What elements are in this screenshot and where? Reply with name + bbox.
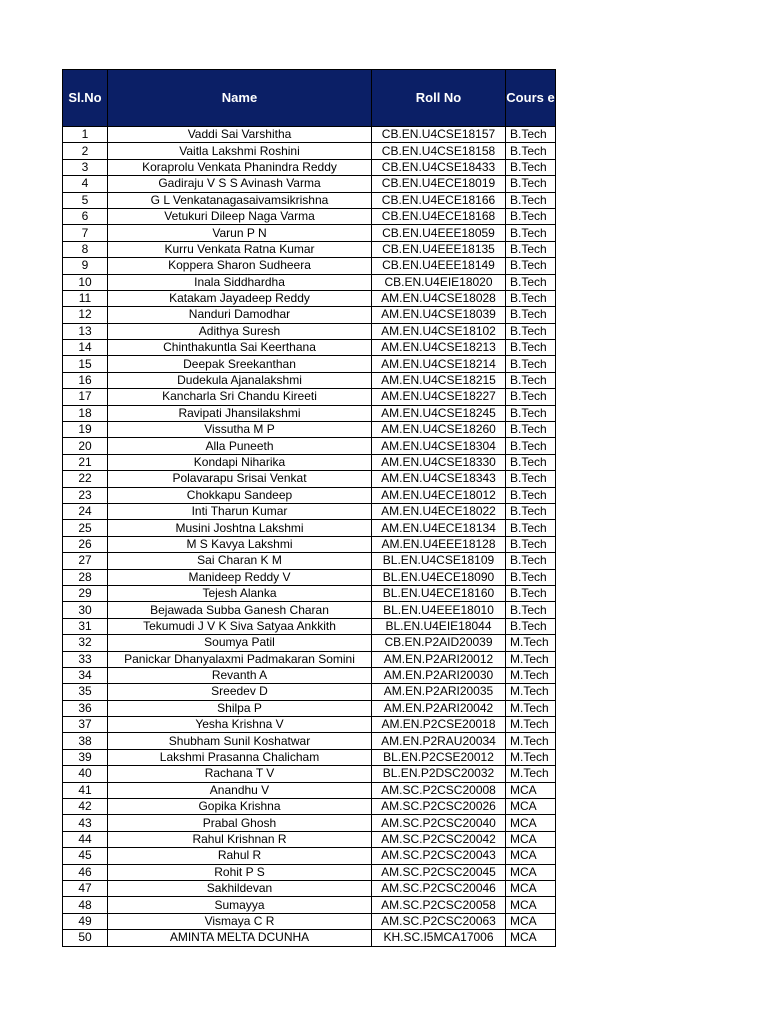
cell-slno: 32 (63, 635, 108, 651)
table-row (63, 487, 556, 503)
cell-course: B.Tech (506, 127, 556, 143)
cell-name: Chokkapu Sandeep (108, 487, 372, 503)
table-row (63, 241, 556, 257)
cell-course: B.Tech (506, 225, 556, 241)
cell-roll-no: AM.SC.P2CSC20045 (372, 864, 506, 880)
cell-name: Musini Joshtna Lakshmi (108, 520, 372, 536)
cell-roll-no: AM.EN.U4ECE18022 (372, 503, 506, 519)
cell-roll-no: AM.EN.U4CSE18213 (372, 340, 506, 356)
cell-course: B.Tech (506, 176, 556, 192)
cell-name: Adithya Suresh (108, 323, 372, 339)
cell-slno: 3 (63, 159, 108, 175)
cell-course: B.Tech (506, 520, 556, 536)
cell-name: Vaitla Lakshmi Roshini (108, 143, 372, 159)
cell-slno: 27 (63, 553, 108, 569)
header-course: Cours e (506, 70, 556, 127)
cell-roll-no: AM.EN.U4CSE18343 (372, 471, 506, 487)
table-row (63, 930, 556, 946)
cell-slno: 16 (63, 372, 108, 388)
cell-slno: 48 (63, 897, 108, 913)
cell-roll-no: AM.SC.P2CSC20043 (372, 848, 506, 864)
table-row (63, 176, 556, 192)
cell-course: B.Tech (506, 159, 556, 175)
cell-slno: 5 (63, 192, 108, 208)
cell-slno: 11 (63, 290, 108, 306)
table-row (63, 651, 556, 667)
cell-course: B.Tech (506, 323, 556, 339)
cell-slno: 49 (63, 913, 108, 929)
cell-name: Kondapi Niharika (108, 454, 372, 470)
cell-slno: 12 (63, 307, 108, 323)
cell-course: B.Tech (506, 290, 556, 306)
table-row (63, 635, 556, 651)
table-row (63, 389, 556, 405)
table-row (63, 159, 556, 175)
cell-roll-no: AM.SC.P2CSC20058 (372, 897, 506, 913)
cell-slno: 45 (63, 848, 108, 864)
header-slno: Sl.No (63, 70, 108, 127)
cell-slno: 10 (63, 274, 108, 290)
table-row (63, 864, 556, 880)
cell-slno: 24 (63, 503, 108, 519)
cell-name: Manideep Reddy V (108, 569, 372, 585)
table-row (63, 258, 556, 274)
table-row (63, 225, 556, 241)
table-row (63, 815, 556, 831)
table-header (63, 70, 556, 127)
cell-course: B.Tech (506, 389, 556, 405)
cell-roll-no: AM.EN.U4CSE18214 (372, 356, 506, 372)
cell-name: Lakshmi Prasanna Chalicham (108, 749, 372, 765)
cell-roll-no: AM.SC.P2CSC20008 (372, 782, 506, 798)
cell-slno: 42 (63, 799, 108, 815)
cell-name: Yesha Krishna V (108, 717, 372, 733)
cell-slno: 36 (63, 700, 108, 716)
cell-name: Vismaya C R (108, 913, 372, 929)
table-row (63, 913, 556, 929)
table-row (63, 717, 556, 733)
cell-name: Kancharla Sri Chandu Kireeti (108, 389, 372, 405)
cell-name: Gopika Krishna (108, 799, 372, 815)
cell-name: Soumya Patil (108, 635, 372, 651)
cell-roll-no: CB.EN.U4ECE18166 (372, 192, 506, 208)
cell-roll-no: AM.EN.U4CSE18039 (372, 307, 506, 323)
cell-name: Sai Charan K M (108, 553, 372, 569)
table-row (63, 733, 556, 749)
cell-course: B.Tech (506, 585, 556, 601)
cell-course: M.Tech (506, 667, 556, 683)
header-row (63, 70, 556, 127)
cell-name: M S Kavya Lakshmi (108, 536, 372, 552)
cell-name: Revanth A (108, 667, 372, 683)
cell-roll-no: AM.EN.P2ARI20035 (372, 684, 506, 700)
cell-name: AMINTA MELTA DCUNHA (108, 930, 372, 946)
cell-slno: 6 (63, 208, 108, 224)
cell-roll-no: AM.SC.P2CSC20026 (372, 799, 506, 815)
cell-course: B.Tech (506, 208, 556, 224)
table-row (63, 799, 556, 815)
table-row (63, 438, 556, 454)
cell-roll-no: BL.EN.U4EEE18010 (372, 602, 506, 618)
cell-course: B.Tech (506, 241, 556, 257)
cell-roll-no: AM.EN.U4CSE18102 (372, 323, 506, 339)
cell-slno: 31 (63, 618, 108, 634)
cell-name: Kurru Venkata Ratna Kumar (108, 241, 372, 257)
cell-roll-no: CB.EN.U4EIE18020 (372, 274, 506, 290)
cell-roll-no: CB.EN.U4ECE18019 (372, 176, 506, 192)
cell-roll-no: AM.EN.P2ARI20030 (372, 667, 506, 683)
cell-course: MCA (506, 831, 556, 847)
cell-roll-no: AM.EN.P2ARI20012 (372, 651, 506, 667)
cell-course: MCA (506, 815, 556, 831)
cell-roll-no: CB.EN.U4ECE18168 (372, 208, 506, 224)
cell-slno: 22 (63, 471, 108, 487)
table-row (63, 569, 556, 585)
table-row (63, 356, 556, 372)
header-roll-no: Roll No (372, 70, 506, 127)
cell-roll-no: AM.EN.P2RAU20034 (372, 733, 506, 749)
cell-slno: 20 (63, 438, 108, 454)
cell-name: Rahul Krishnan R (108, 831, 372, 847)
cell-name: Shilpa P (108, 700, 372, 716)
cell-course: MCA (506, 880, 556, 896)
cell-slno: 15 (63, 356, 108, 372)
cell-course: MCA (506, 930, 556, 946)
cell-course: B.Tech (506, 569, 556, 585)
cell-roll-no: BL.EN.P2DSC20032 (372, 766, 506, 782)
table-row (63, 667, 556, 683)
cell-course: MCA (506, 864, 556, 880)
cell-slno: 34 (63, 667, 108, 683)
table-row (63, 782, 556, 798)
table-row (63, 307, 556, 323)
table-row (63, 340, 556, 356)
cell-course: M.Tech (506, 749, 556, 765)
cell-slno: 29 (63, 585, 108, 601)
cell-name: Katakam Jayadeep Reddy (108, 290, 372, 306)
cell-roll-no: AM.EN.U4ECE18134 (372, 520, 506, 536)
cell-roll-no: AM.EN.U4CSE18304 (372, 438, 506, 454)
table-row (63, 127, 556, 143)
cell-course: B.Tech (506, 372, 556, 388)
cell-course: M.Tech (506, 651, 556, 667)
cell-course: MCA (506, 913, 556, 929)
cell-roll-no: AM.EN.U4EEE18128 (372, 536, 506, 552)
cell-roll-no: CB.EN.U4CSE18157 (372, 127, 506, 143)
cell-course: M.Tech (506, 684, 556, 700)
table-row (63, 208, 556, 224)
table-row (63, 700, 556, 716)
cell-slno: 47 (63, 880, 108, 896)
cell-course: B.Tech (506, 356, 556, 372)
cell-slno: 7 (63, 225, 108, 241)
cell-roll-no: AM.SC.P2CSC20046 (372, 880, 506, 896)
cell-name: Dudekula Ajanalakshmi (108, 372, 372, 388)
cell-name: Chinthakuntla Sai Keerthana (108, 340, 372, 356)
cell-course: M.Tech (506, 635, 556, 651)
cell-course: B.Tech (506, 618, 556, 634)
cell-slno: 9 (63, 258, 108, 274)
cell-roll-no: KH.SC.I5MCA17006 (372, 930, 506, 946)
cell-name: Prabal Ghosh (108, 815, 372, 831)
cell-course: M.Tech (506, 766, 556, 782)
cell-course: B.Tech (506, 405, 556, 421)
table-row (63, 372, 556, 388)
table-row (63, 503, 556, 519)
cell-name: Polavarapu Srisai Venkat (108, 471, 372, 487)
cell-slno: 38 (63, 733, 108, 749)
cell-slno: 30 (63, 602, 108, 618)
table-row (63, 405, 556, 421)
cell-name: Rachana T V (108, 766, 372, 782)
table-row (63, 897, 556, 913)
cell-slno: 21 (63, 454, 108, 470)
cell-course: B.Tech (506, 258, 556, 274)
cell-roll-no: AM.EN.U4CSE18215 (372, 372, 506, 388)
cell-roll-no: BL.EN.U4CSE18109 (372, 553, 506, 569)
cell-name: Bejawada Subba Ganesh Charan (108, 602, 372, 618)
table-row (63, 290, 556, 306)
cell-slno: 4 (63, 176, 108, 192)
cell-roll-no: CB.EN.U4CSE18158 (372, 143, 506, 159)
table-row (63, 536, 556, 552)
cell-slno: 43 (63, 815, 108, 831)
cell-roll-no: AM.EN.U4ECE18012 (372, 487, 506, 503)
cell-name: Sreedev D (108, 684, 372, 700)
cell-course: B.Tech (506, 274, 556, 290)
cell-name: Deepak Sreekanthan (108, 356, 372, 372)
cell-course: MCA (506, 897, 556, 913)
cell-course: B.Tech (506, 438, 556, 454)
cell-slno: 8 (63, 241, 108, 257)
cell-roll-no: CB.EN.U4EEE18135 (372, 241, 506, 257)
cell-name: Shubham Sunil Koshatwar (108, 733, 372, 749)
cell-slno: 18 (63, 405, 108, 421)
cell-roll-no: BL.EN.U4ECE18090 (372, 569, 506, 585)
cell-course: B.Tech (506, 454, 556, 470)
cell-slno: 1 (63, 127, 108, 143)
cell-roll-no: CB.EN.P2AID20039 (372, 635, 506, 651)
cell-name: Sumayya (108, 897, 372, 913)
cell-slno: 44 (63, 831, 108, 847)
cell-name: Ravipati Jhansilakshmi (108, 405, 372, 421)
table-row (63, 749, 556, 765)
cell-roll-no: BL.EN.U4ECE18160 (372, 585, 506, 601)
cell-course: B.Tech (506, 602, 556, 618)
cell-roll-no: AM.EN.P2CSE20018 (372, 717, 506, 733)
cell-slno: 39 (63, 749, 108, 765)
cell-name: Alla Puneeth (108, 438, 372, 454)
cell-slno: 26 (63, 536, 108, 552)
cell-name: Sakhildevan (108, 880, 372, 896)
cell-name: Rahul R (108, 848, 372, 864)
cell-course: B.Tech (506, 503, 556, 519)
cell-slno: 17 (63, 389, 108, 405)
table-row (63, 831, 556, 847)
table-row (63, 454, 556, 470)
cell-course: MCA (506, 799, 556, 815)
cell-name: Varun P N (108, 225, 372, 241)
cell-name: Koraprolu Venkata Phanindra Reddy (108, 159, 372, 175)
cell-course: M.Tech (506, 717, 556, 733)
cell-roll-no: AM.SC.P2CSC20063 (372, 913, 506, 929)
cell-slno: 25 (63, 520, 108, 536)
cell-course: B.Tech (506, 192, 556, 208)
cell-course: B.Tech (506, 553, 556, 569)
table-row (63, 684, 556, 700)
cell-course: M.Tech (506, 733, 556, 749)
cell-course: B.Tech (506, 471, 556, 487)
table-row (63, 880, 556, 896)
cell-course: B.Tech (506, 340, 556, 356)
cell-course: B.Tech (506, 536, 556, 552)
cell-course: B.Tech (506, 422, 556, 438)
table-row (63, 471, 556, 487)
cell-slno: 35 (63, 684, 108, 700)
table-row (63, 323, 556, 339)
cell-slno: 40 (63, 766, 108, 782)
cell-roll-no: AM.EN.U4CSE18330 (372, 454, 506, 470)
cell-name: Vissutha M P (108, 422, 372, 438)
cell-slno: 23 (63, 487, 108, 503)
cell-name: Tekumudi J V K Siva Satyaa Ankkith (108, 618, 372, 634)
table-row (63, 553, 556, 569)
cell-name: Vetukuri Dileep Naga Varma (108, 208, 372, 224)
cell-roll-no: AM.SC.P2CSC20042 (372, 831, 506, 847)
table-row (63, 585, 556, 601)
cell-course: MCA (506, 848, 556, 864)
cell-roll-no: CB.EN.U4EEE18059 (372, 225, 506, 241)
cell-name: Inti Tharun Kumar (108, 503, 372, 519)
cell-name: Nanduri Damodhar (108, 307, 372, 323)
cell-roll-no: CB.EN.U4EEE18149 (372, 258, 506, 274)
cell-roll-no: AM.EN.P2ARI20042 (372, 700, 506, 716)
table-row (63, 602, 556, 618)
cell-name: Rohit P S (108, 864, 372, 880)
cell-roll-no: AM.EN.U4CSE18245 (372, 405, 506, 421)
cell-roll-no: AM.SC.P2CSC20040 (372, 815, 506, 831)
cell-slno: 46 (63, 864, 108, 880)
cell-roll-no: BL.EN.U4EIE18044 (372, 618, 506, 634)
cell-course: B.Tech (506, 487, 556, 503)
cell-name: Koppera Sharon Sudheera (108, 258, 372, 274)
cell-name: Tejesh Alanka (108, 585, 372, 601)
cell-name: G L Venkatanagasaivamsikrishna (108, 192, 372, 208)
table-row (63, 143, 556, 159)
cell-roll-no: AM.EN.U4CSE18028 (372, 290, 506, 306)
cell-name: Vaddi Sai Varshitha (108, 127, 372, 143)
cell-slno: 37 (63, 717, 108, 733)
cell-name: Inala Siddhardha (108, 274, 372, 290)
table-row (63, 618, 556, 634)
cell-roll-no: AM.EN.U4CSE18227 (372, 389, 506, 405)
cell-name: Anandhu V (108, 782, 372, 798)
cell-course: M.Tech (506, 700, 556, 716)
cell-roll-no: CB.EN.U4CSE18433 (372, 159, 506, 175)
cell-name: Gadiraju V S S Avinash Varma (108, 176, 372, 192)
cell-slno: 13 (63, 323, 108, 339)
table-row (63, 848, 556, 864)
cell-slno: 33 (63, 651, 108, 667)
cell-slno: 50 (63, 930, 108, 946)
table-row (63, 192, 556, 208)
table-row (63, 422, 556, 438)
table-body (63, 127, 556, 947)
cell-course: B.Tech (506, 307, 556, 323)
table-row (63, 766, 556, 782)
cell-slno: 19 (63, 422, 108, 438)
cell-slno: 14 (63, 340, 108, 356)
cell-name: Panickar Dhanyalaxmi Padmakaran Somini (108, 651, 372, 667)
cell-roll-no: AM.EN.U4CSE18260 (372, 422, 506, 438)
cell-slno: 28 (63, 569, 108, 585)
cell-course: MCA (506, 782, 556, 798)
cell-slno: 41 (63, 782, 108, 798)
cell-roll-no: BL.EN.P2CSE20012 (372, 749, 506, 765)
table-row (63, 274, 556, 290)
table-row (63, 520, 556, 536)
cell-slno: 2 (63, 143, 108, 159)
cell-course: B.Tech (506, 143, 556, 159)
header-name: Name (108, 70, 372, 127)
student-list-table (62, 69, 556, 947)
